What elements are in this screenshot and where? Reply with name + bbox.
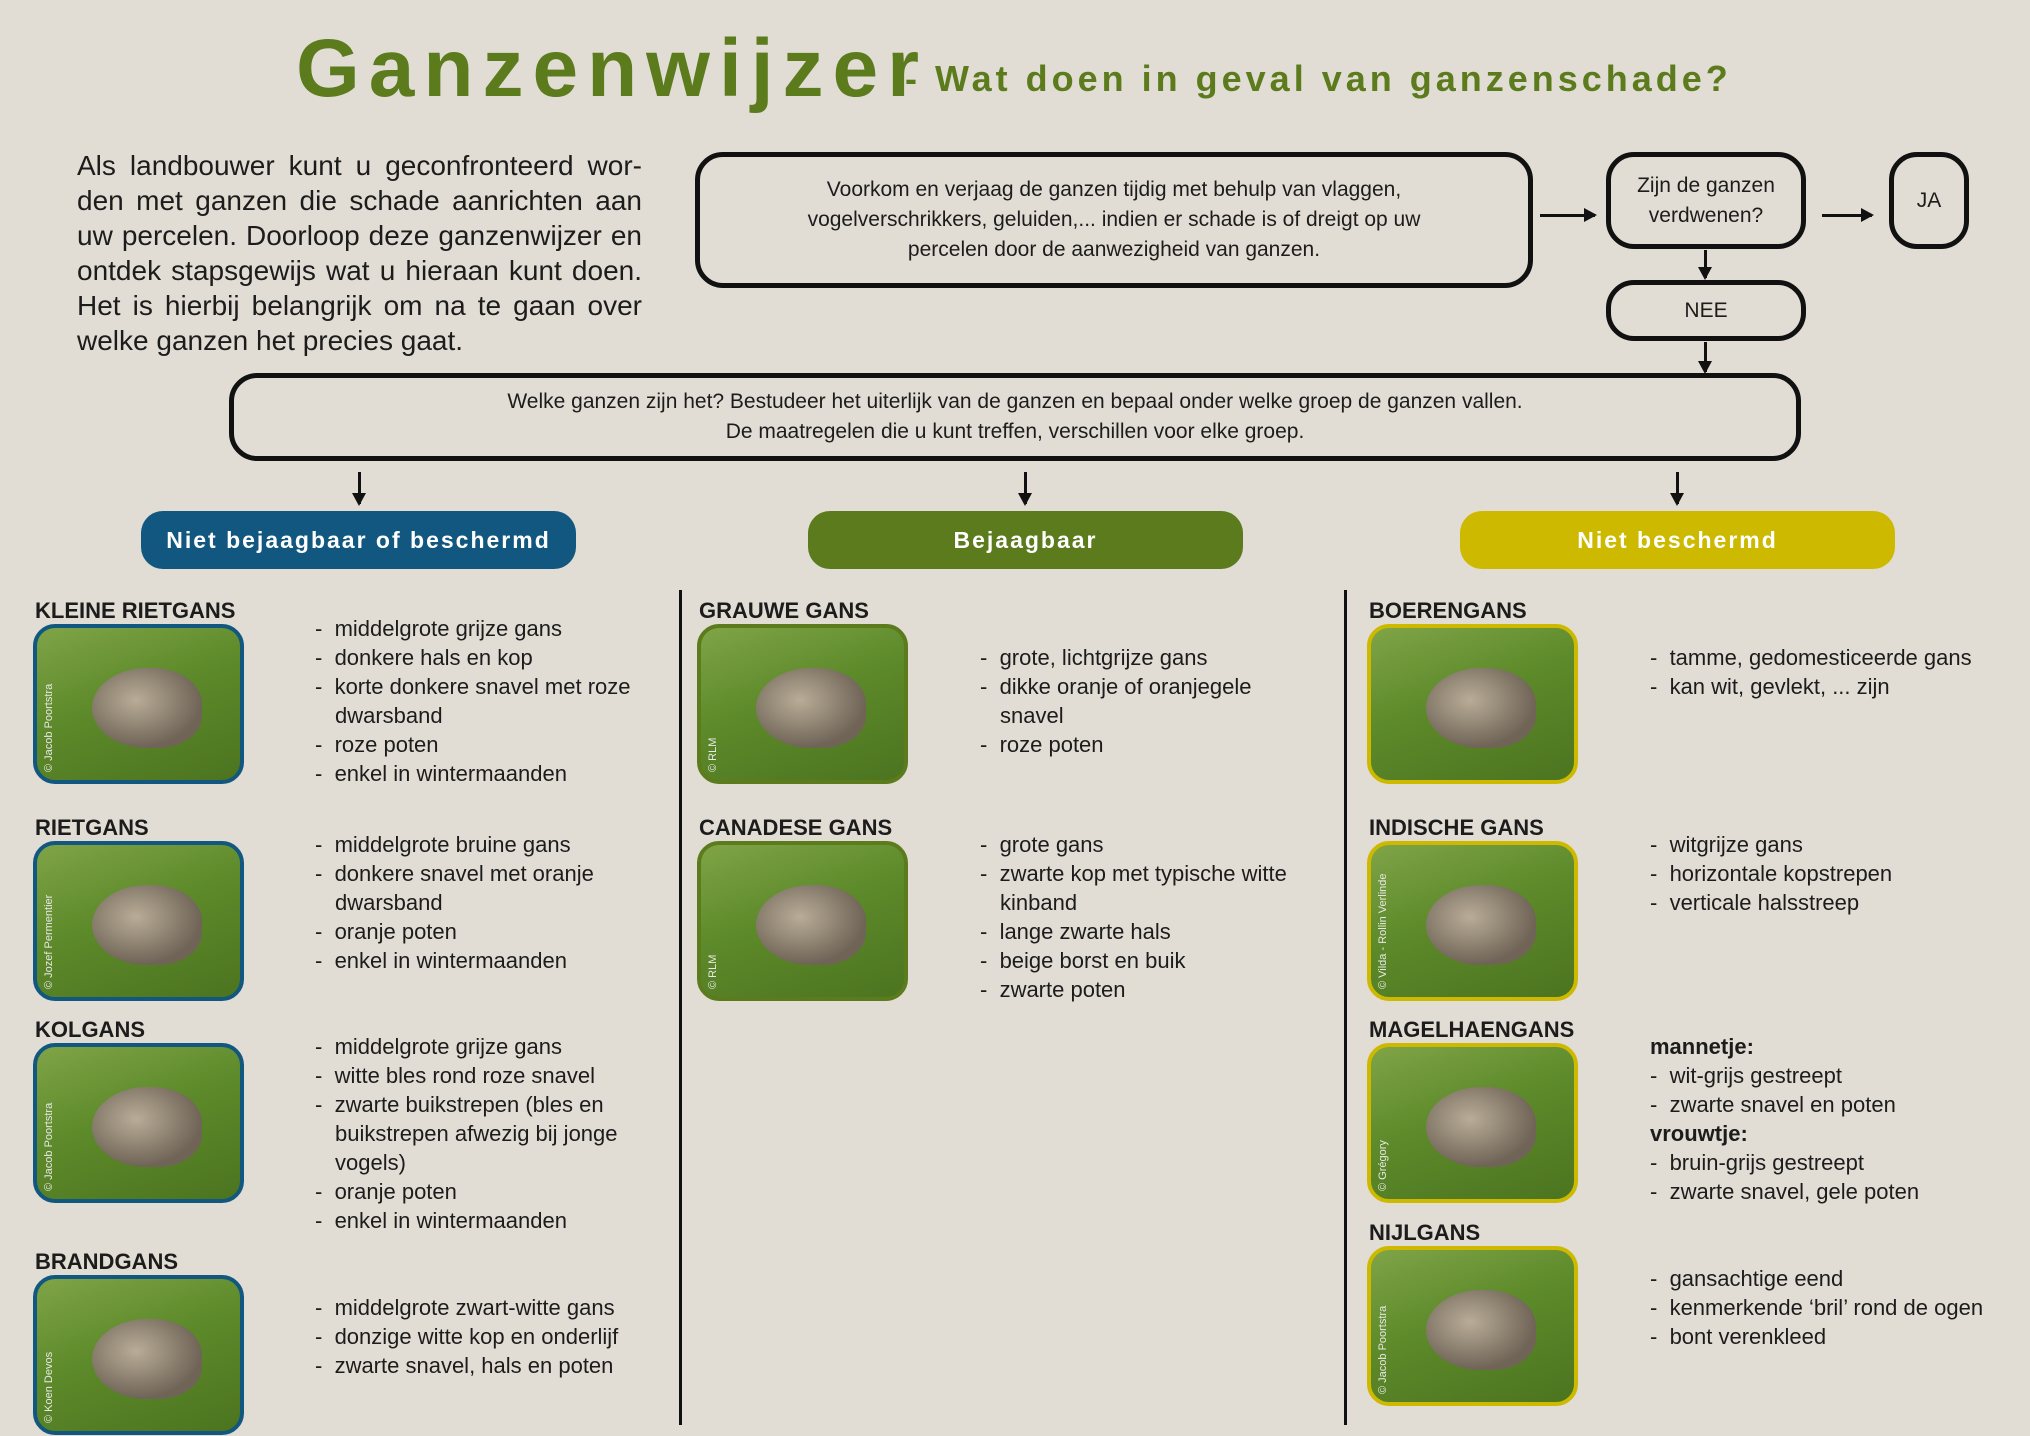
species-photo [697, 841, 908, 1001]
column-divider [1344, 590, 1347, 1425]
species-name: BOERENGANS [1369, 598, 1527, 623]
trait-item [1650, 1264, 2020, 1293]
bullet-dash: - [980, 674, 1000, 699]
species-traits [315, 614, 665, 788]
trait-text: korte donkere snavel met roze dwarsband [334, 674, 631, 728]
goose-illustration [1426, 885, 1536, 965]
trait-item [980, 975, 1320, 1004]
group-pill-huntable: Bejaagbaar [808, 511, 1243, 569]
trait-text: middelgrote grijze gans [334, 616, 563, 641]
species-name: GRAUWE GANS [699, 598, 869, 623]
bullet-dash: - [315, 674, 335, 699]
group-pill-not-protected: Niet beschermd [1460, 511, 1895, 569]
species-photo [33, 841, 244, 1001]
trait-text: zwarte poten [999, 977, 1126, 1002]
trait-item [315, 614, 665, 643]
bullet-dash: - [1650, 1092, 1670, 1117]
species-traits [1650, 1264, 2020, 1351]
trait-item [315, 643, 665, 672]
trait-item [315, 1351, 665, 1380]
species-traits [1650, 1032, 2020, 1206]
arrow-down-icon [1704, 342, 1707, 372]
trait-text: oranje poten [334, 919, 457, 944]
trait-text: gansachtige eend [1669, 1266, 1844, 1291]
species-traits [980, 643, 1320, 759]
bullet-dash: - [1650, 674, 1670, 699]
bullet-dash: - [980, 645, 1000, 670]
goose-illustration [756, 885, 866, 965]
trait-text: middelgrote zwart-witte gans [334, 1295, 615, 1320]
trait-item [315, 730, 665, 759]
species-traits [315, 830, 665, 975]
species-name: NIJLGANS [1369, 1220, 1481, 1245]
bullet-dash: - [315, 645, 335, 670]
species-photo [1367, 624, 1578, 784]
species-name: KLEINE RIETGANS [35, 598, 236, 623]
photo-credit: © Grégory [1377, 1140, 1389, 1191]
species-traits [315, 1032, 665, 1235]
trait-item [1650, 830, 2020, 859]
photo-credit: © RLM [707, 954, 719, 989]
flow-step-identify [229, 373, 1801, 461]
goose-illustration [1426, 668, 1536, 748]
trait-text: donkere snavel met oranje dwarsband [334, 861, 594, 915]
photo-credit: © Jacob Poortstra [43, 1102, 55, 1191]
trait-text: enkel in wintermaanden [334, 761, 567, 786]
flow-identify-line1: Welke ganzen zijn het? Bestudeer het uiterlijk van de ganzen en bepaal onder welke groep de ganzen vallen. [507, 390, 1523, 413]
species-traits [980, 830, 1320, 1004]
bullet-dash: - [315, 1353, 335, 1378]
bullet-dash: - [1650, 1179, 1670, 1204]
trait-item [315, 1206, 665, 1235]
bullet-dash: - [980, 732, 1000, 757]
trait-item [315, 1293, 665, 1322]
flow-yes-text: JA [1916, 188, 1942, 212]
trait-text: witte bles rond roze snavel [334, 1063, 596, 1088]
bullet-dash: - [1650, 890, 1670, 915]
bullet-dash: - [315, 832, 335, 857]
trait-text: bont verenkleed [1669, 1324, 1827, 1349]
trait-item [315, 830, 665, 859]
photo-credit: © Jacob Poortstra [1377, 1305, 1389, 1394]
page-subtitle: - Wat doen in geval van ganzenschade? [905, 58, 1732, 99]
species-name: KOLGANS [35, 1017, 145, 1042]
bullet-dash: - [1650, 832, 1670, 857]
bullet-dash: - [1650, 1295, 1670, 1320]
column-divider [679, 590, 682, 1425]
arrow-down-icon [1704, 250, 1707, 278]
trait-text: middelgrote bruine gans [334, 832, 571, 857]
trait-item [315, 1061, 665, 1090]
trait-item [315, 917, 665, 946]
trait-text: donzige witte kop en onderlijf [334, 1324, 619, 1349]
trait-group-label: mannetje: [1650, 1034, 1754, 1059]
trait-item [1650, 672, 2020, 701]
bullet-dash: - [1650, 1324, 1670, 1349]
bullet-dash: - [1650, 861, 1670, 886]
bullet-dash: - [1650, 1266, 1670, 1291]
bullet-dash: - [315, 948, 335, 973]
trait-item [1650, 1090, 2020, 1119]
bullet-dash: - [315, 616, 335, 641]
trait-item [1650, 1061, 2020, 1090]
species-photo [1367, 841, 1578, 1001]
species-photo [1367, 1246, 1578, 1406]
species-name: RIETGANS [35, 815, 149, 840]
trait-item [980, 643, 1320, 672]
trait-item [315, 1090, 665, 1177]
photo-credit: © RLM [707, 737, 719, 772]
bullet-dash: - [315, 732, 335, 757]
species-traits [1650, 643, 2020, 701]
goose-illustration [92, 1087, 202, 1167]
bullet-dash: - [980, 919, 1000, 944]
trait-text: bruin-grijs gestreept [1669, 1150, 1864, 1175]
trait-text: kenmerkende ‘bril’ rond de ogen [1669, 1295, 1984, 1320]
photo-credit: © Vilda - Rollin Verlinde [1377, 873, 1389, 989]
bullet-dash: - [980, 977, 1000, 1002]
trait-item [315, 1322, 665, 1351]
bullet-dash: - [980, 861, 1000, 886]
bullet-dash: - [315, 1034, 335, 1059]
photo-credit: © Koen Devos [43, 1351, 55, 1423]
trait-item [980, 672, 1320, 730]
trait-text: roze poten [999, 732, 1104, 757]
trait-text: wit-grijs gestreept [1669, 1063, 1842, 1088]
trait-item [980, 946, 1320, 975]
trait-text: witgrijze gans [1669, 832, 1803, 857]
trait-item [1650, 888, 2020, 917]
trait-item [315, 946, 665, 975]
bullet-dash: - [315, 1295, 335, 1320]
species-name: INDISCHE GANS [1369, 815, 1544, 840]
trait-item [980, 917, 1320, 946]
goose-illustration [92, 1319, 202, 1399]
trait-text: donkere hals en kop [334, 645, 533, 670]
bullet-dash: - [980, 832, 1000, 857]
arrow-down-icon [358, 472, 361, 504]
trait-text: beige borst en buik [999, 948, 1186, 973]
arrow-down-icon [1676, 472, 1679, 504]
goose-illustration [756, 668, 866, 748]
species-photo [697, 624, 908, 784]
trait-text: zwarte snavel, hals en poten [334, 1353, 614, 1378]
species-photo [1367, 1043, 1578, 1203]
bullet-dash: - [315, 861, 335, 886]
group-pill-not-huntable: Niet bejaagbaar of beschermd [141, 511, 576, 569]
bullet-dash: - [1650, 1150, 1670, 1175]
trait-item [1650, 1293, 2020, 1322]
flow-step-prevent [695, 152, 1533, 288]
trait-item [315, 1032, 665, 1061]
species-photo [33, 1043, 244, 1203]
goose-illustration [1426, 1087, 1536, 1167]
species-name: BRANDGANS [35, 1249, 178, 1274]
flow-no-box [1606, 280, 1806, 341]
bullet-dash: - [315, 761, 335, 786]
trait-text: roze poten [334, 732, 439, 757]
trait-item [980, 730, 1320, 759]
trait-text: horizontale kopstrepen [1669, 861, 1893, 886]
flow-question-text: Zijn de ganzen verdwenen? [1637, 173, 1775, 227]
bullet-dash: - [315, 919, 335, 944]
trait-item [315, 859, 665, 917]
trait-item [1650, 1148, 2020, 1177]
flow-question-box [1606, 152, 1806, 249]
goose-illustration [1426, 1290, 1536, 1370]
trait-text: tamme, gedomesticeerde gans [1669, 645, 1972, 670]
bullet-dash: - [315, 1092, 335, 1117]
trait-item [1650, 859, 2020, 888]
trait-text: lange zwarte hals [999, 919, 1171, 944]
species-photo [33, 624, 244, 784]
trait-text: enkel in wintermaanden [334, 948, 567, 973]
flow-no-text: NEE [1684, 298, 1728, 322]
flow-yes-box [1889, 152, 1969, 249]
trait-text: verticale halsstreep [1669, 890, 1860, 915]
trait-item [1650, 643, 2020, 672]
trait-item [980, 830, 1320, 859]
bullet-dash: - [1650, 645, 1670, 670]
trait-text: dikke oranje of oranjegele snavel [999, 674, 1252, 728]
trait-text: zwarte snavel, gele poten [1669, 1179, 1920, 1204]
trait-text: grote gans [999, 832, 1104, 857]
arrow-right-icon [1822, 214, 1872, 217]
bullet-dash: - [315, 1179, 335, 1204]
bullet-dash: - [315, 1208, 335, 1233]
goose-illustration [92, 885, 202, 965]
arrow-right-icon [1540, 214, 1595, 217]
trait-item [1650, 1177, 2020, 1206]
trait-item [315, 1177, 665, 1206]
species-name: MAGELHAENGANS [1369, 1017, 1575, 1042]
flow-step-prevent-text: Voorkom en verjaag de ganzen tijdig met behulp van vlaggen, vogelverschrikkers, geluiden,... indien er schade is of dreigt op uw percelen door de aanwezigheid van ganzen. [807, 178, 1421, 261]
trait-item [315, 759, 665, 788]
goose-illustration [92, 668, 202, 748]
trait-text: zwarte snavel en poten [1669, 1092, 1896, 1117]
trait-text: kan wit, gevlekt, ... zijn [1669, 674, 1890, 699]
trait-text: zwarte kop met typische witte kinband [999, 861, 1287, 915]
trait-text: middelgrote grijze gans [334, 1034, 563, 1059]
species-name: CANADESE GANS [699, 815, 893, 840]
trait-item [315, 672, 665, 730]
photo-credit: © Jacob Poortstra [43, 683, 55, 772]
photo-credit: © Jozef Permentier [43, 894, 55, 989]
species-photo [33, 1275, 244, 1435]
bullet-dash: - [315, 1063, 335, 1088]
bullet-dash: - [1650, 1063, 1670, 1088]
trait-text: oranje poten [334, 1179, 457, 1204]
flow-identify-line2: De maatregelen die u kunt treffen, verschillen voor elke groep. [725, 420, 1305, 443]
trait-item [1650, 1322, 2020, 1351]
intro-text: Als landbouwer kunt u geconfronteerd wor-den met ganzen die schade aanrichten aan uw percelen. Doorloop deze ganzenwijzer en ontdek stapsgewijs wat u hieraan kunt doen. Het is hierbij belangrijk om na te gaan over welke ganzen het precies gaat. [77, 150, 642, 356]
trait-group-label: vrouwtje: [1650, 1121, 1748, 1146]
bullet-dash: - [315, 1324, 335, 1349]
trait-item [980, 859, 1320, 917]
trait-text: grote, lichtgrijze gans [999, 645, 1208, 670]
species-traits [315, 1293, 665, 1380]
page-title: Ganzenwijzer [296, 23, 929, 114]
bullet-dash: - [980, 948, 1000, 973]
species-traits [1650, 830, 2020, 917]
arrow-down-icon [1024, 472, 1027, 504]
trait-text: enkel in wintermaanden [334, 1208, 567, 1233]
trait-text: zwarte buikstrepen (bles en buikstrepen afwezig bij jonge vogels) [334, 1092, 618, 1175]
